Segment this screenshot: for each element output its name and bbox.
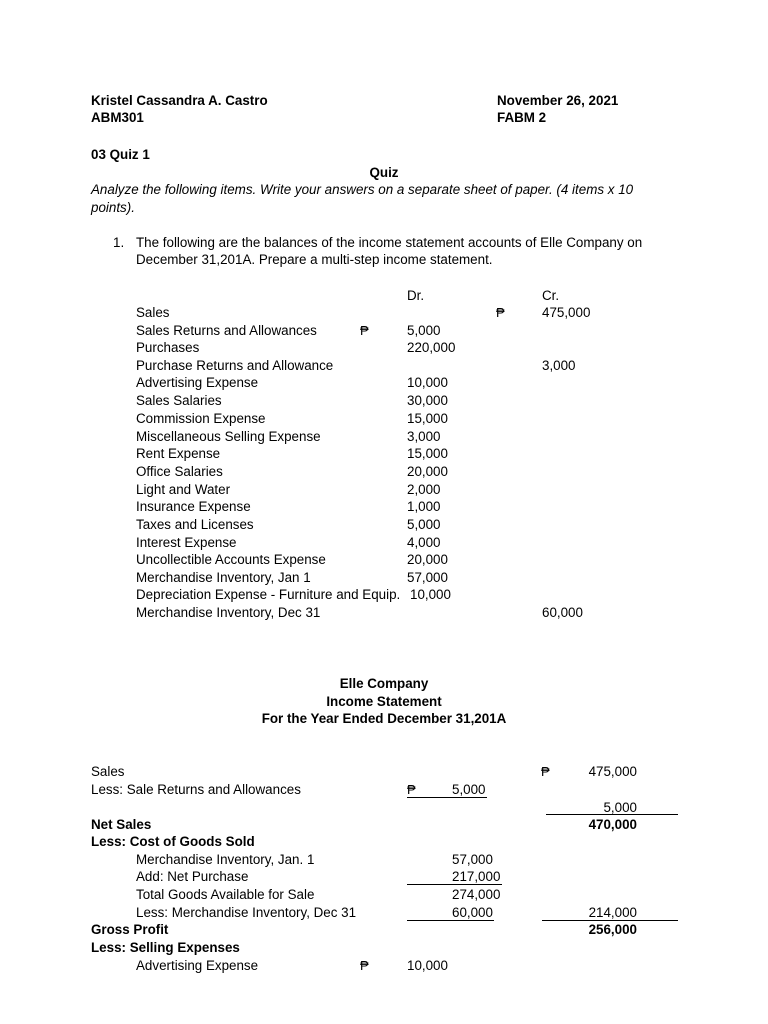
peso-sign: ₱ <box>496 305 505 320</box>
less-returns-value: 5,000 <box>452 782 486 797</box>
underline <box>407 797 487 798</box>
ledger-dr-value: 30,000 <box>407 393 448 408</box>
statement-period: For the Year Ended December 31,201A <box>261 711 507 726</box>
advertising-value: 10,000 <box>407 958 448 973</box>
ledger-account: Interest Expense <box>136 535 237 550</box>
inv-jan-label: Merchandise Inventory, Jan. 1 <box>136 852 315 867</box>
item-text-line-1: The following are the balances of the income statement accounts of Elle Company on <box>136 235 643 250</box>
inv-dec-label: Less: Merchandise Inventory, Dec 31 <box>136 905 357 920</box>
ledger-dr-value: 57,000 <box>407 570 448 585</box>
less-returns-total: 5,000 <box>603 800 637 815</box>
ledger-dr-value: 15,000 <box>407 411 448 426</box>
ledger-dr-value: 2,000 <box>407 482 441 497</box>
cogs-label: Less: Cost of Goods Sold <box>91 834 255 849</box>
peso-sign: ₱ <box>360 323 369 338</box>
section-code: ABM301 <box>91 110 144 125</box>
ledger-account: Purchase Returns and Allowance <box>136 358 334 373</box>
ledger-dr-value: 20,000 <box>407 464 448 479</box>
underline <box>407 884 502 885</box>
quiz-title: Quiz <box>369 165 399 180</box>
net-purchase-value: 217,000 <box>452 869 501 884</box>
ledger-dr-value: 15,000 <box>407 446 448 461</box>
sales-label: Sales <box>91 764 125 779</box>
ledger-account: Commission Expense <box>136 411 266 426</box>
ledger-dr-value: 20,000 <box>407 552 448 567</box>
tgas-value: 274,000 <box>452 887 501 902</box>
quiz-label: 03 Quiz 1 <box>91 147 150 162</box>
gross-profit-value: 256,000 <box>588 922 637 937</box>
net-sales-label: Net Sales <box>91 817 152 832</box>
cr-column-header: Cr. <box>542 288 560 303</box>
ledger-account: Depreciation Expense - Furniture and Equip. <box>136 587 401 602</box>
item-number: 1. <box>113 235 125 250</box>
selling-expenses-label: Less: Selling Expenses <box>91 940 240 955</box>
statement-company: Elle Company <box>339 676 429 691</box>
peso-sign: ₱ <box>360 958 369 973</box>
ledger-dr-value: 5,000 <box>407 323 441 338</box>
net-sales-value: 470,000 <box>588 817 637 832</box>
ledger-dr-value: 5,000 <box>407 517 441 532</box>
inv-jan-value: 57,000 <box>452 852 493 867</box>
underline <box>407 920 494 921</box>
peso-sign: ₱ <box>407 782 416 797</box>
cogs-total: 214,000 <box>588 905 637 920</box>
ledger-account: Merchandise Inventory, Dec 31 <box>136 605 321 620</box>
ledger-cr-value: 60,000 <box>542 605 583 620</box>
subject-code: FABM 2 <box>497 110 547 125</box>
net-purchase-label: Add: Net Purchase <box>136 869 249 884</box>
ledger-account: Miscellaneous Selling Expense <box>136 429 321 444</box>
item-text-line-2: December 31,201A. Prepare a multi-step income statement. <box>136 252 493 267</box>
tgas-label: Total Goods Available for Sale <box>136 887 315 902</box>
ledger-dr-value: 1,000 <box>407 499 441 514</box>
ledger-account: Merchandise Inventory, Jan 1 <box>136 570 311 585</box>
ledger-dr-value: 4,000 <box>407 535 441 550</box>
ledger-account: Insurance Expense <box>136 499 251 514</box>
statement-title: Income Statement <box>326 694 442 709</box>
ledger-account: Sales Salaries <box>136 393 222 408</box>
ledger-dr-value: 3,000 <box>407 429 441 444</box>
ledger-cr-value: 3,000 <box>542 358 576 373</box>
underline <box>546 814 678 815</box>
peso-sign: ₱ <box>541 764 550 779</box>
ledger-account: Rent Expense <box>136 446 221 461</box>
ledger-dr-value: 10,000 <box>407 375 448 390</box>
student-name: Kristel Cassandra A. Castro <box>91 93 268 108</box>
ledger-dr-value: 10,000 <box>410 587 451 602</box>
ledger-account: Purchases <box>136 340 200 355</box>
inv-dec-value: 60,000 <box>452 905 493 920</box>
dr-column-header: Dr. <box>407 288 425 303</box>
sales-value: 475,000 <box>588 764 637 779</box>
underline <box>542 920 678 921</box>
instructions-line-2: points). <box>91 200 135 215</box>
gross-profit-label: Gross Profit <box>91 922 169 937</box>
ledger-account: Uncollectible Accounts Expense <box>136 552 326 567</box>
less-returns-label: Less: Sale Returns and Allowances <box>91 782 301 797</box>
ledger-account: Sales Returns and Allowances <box>136 323 317 338</box>
ledger-account: Taxes and Licenses <box>136 517 254 532</box>
ledger-cr-value: 475,000 <box>542 305 591 320</box>
ledger-account: Office Salaries <box>136 464 223 479</box>
ledger-account: Advertising Expense <box>136 375 259 390</box>
ledger-account: Sales <box>136 305 170 320</box>
date: November 26, 2021 <box>497 93 619 108</box>
ledger-account: Light and Water <box>136 482 231 497</box>
ledger-dr-value: 220,000 <box>407 340 456 355</box>
instructions-line-1: Analyze the following items. Write your answers on a separate sheet of paper. (4 items x 10 <box>91 182 634 197</box>
advertising-label: Advertising Expense <box>136 958 259 973</box>
